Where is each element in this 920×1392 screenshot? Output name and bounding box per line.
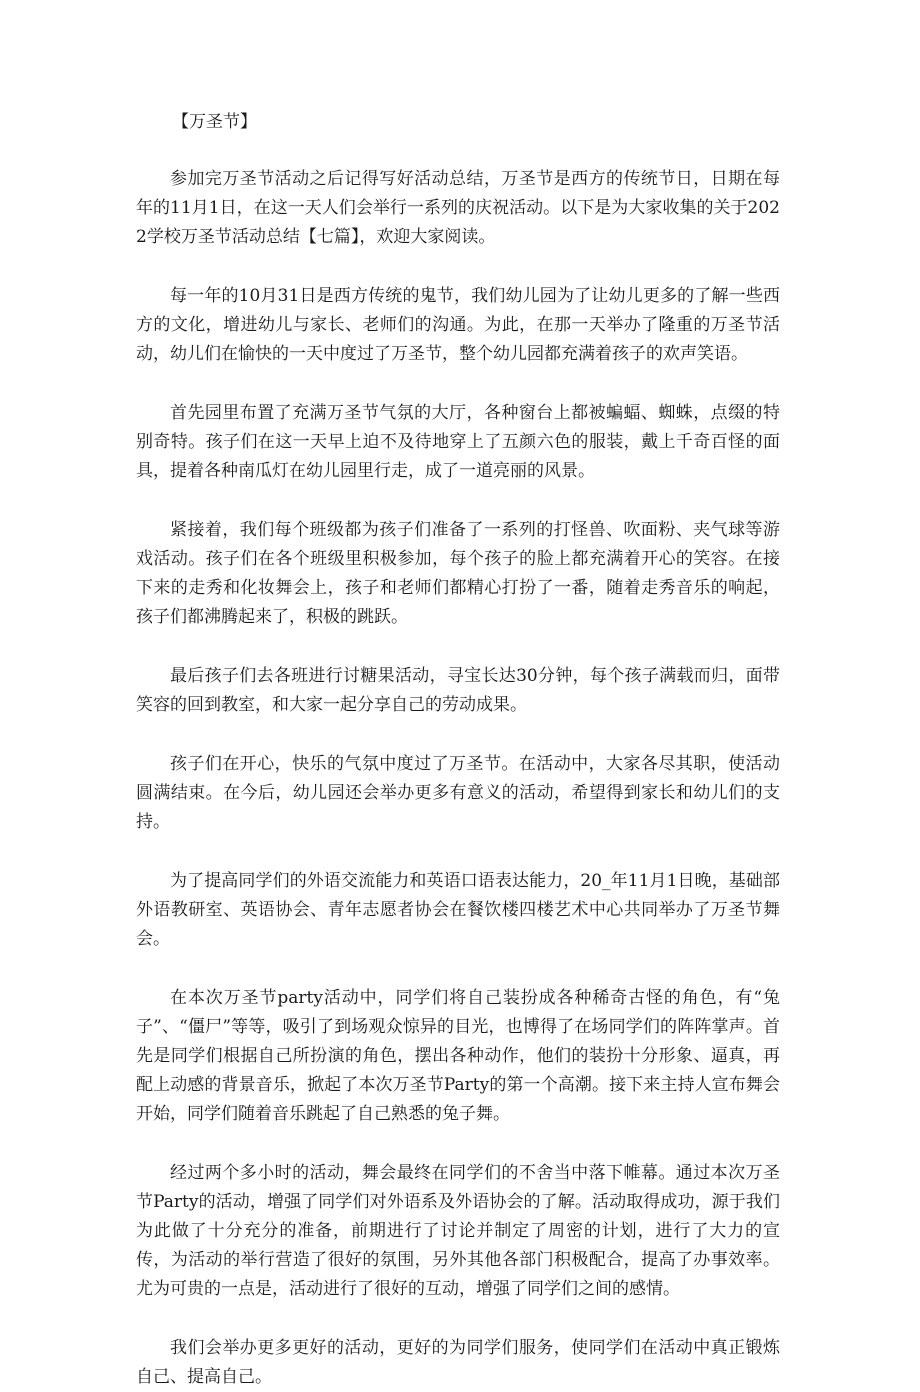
paragraph: 我们会举办更多更好的活动，更好的为同学们服务，使同学们在活动中真正锻炼自己、提高自己。 bbox=[136, 1338, 780, 1387]
paragraph: 紧接着，我们每个班级都为孩子们准备了一系列的打怪兽、吹面粉、夹气球等游戏活动。孩子们在各个班级里积极参加，每个孩子的脸上都充满着开心的笑容。在接下来的走秀和化妆舞会上，孩子和老师们都精心打扮了一番，随着走秀音乐的响起，孩子们都沸腾起来了，积极的跳跃。 bbox=[136, 520, 780, 627]
paragraph: 首先园里布置了充满万圣节气氛的大厅，各种窗台上都被蝙蝠、蜘蛛，点缀的特别奇特。孩子们在这一天早上迫不及待地穿上了五颜六色的服装，戴上千奇百怪的面具，提着各种南瓜灯在幼儿园里行走，成了一道亮丽的风景。 bbox=[136, 403, 780, 481]
paragraph: 每一年的10月31日是西方传统的鬼节，我们幼儿园为了让幼儿更多的了解一些西方的文化，增进幼儿与家长、老师们的沟通。为此，在那一天举办了隆重的万圣节活动，幼儿们在愉快的一天中度过了万圣节，整个幼儿园都充满着孩子的欢声笑语。 bbox=[136, 286, 780, 364]
paragraph-intro: 参加完万圣节活动之后记得写好活动总结，万圣节是西方的传统节日，日期在每年的11月1日，在这一天人们会举行一系列的庆祝活动。以下是为大家收集的关于2022学校万圣节活动总结【七篇】，欢迎大家阅读。 bbox=[136, 169, 780, 247]
paragraph: 在本次万圣节party活动中，同学们将自己装扮成各种稀奇古怪的角色，有“兔子”、“僵尸”等等，吸引了到场观众惊异的目光，也博得了在场同学们的阵阵掌声。首先是同学们根据自己所扮演的角色，摆出各种动作，他们的装扮十分形象、逼真，再配上动感的背景音乐，掀起了本次万圣节Party的第一个高潮。接下来主持人宣布舞会开始，同学们随着音乐跳起了自己熟悉的兔子舞。 bbox=[136, 988, 780, 1124]
paragraph: 孩子们在开心，快乐的气氛中度过了万圣节。在活动中，大家各尽其职，使活动圆满结束。在今后，幼儿园还会举办更多有意义的活动，希望得到家长和幼儿们的支持。 bbox=[136, 754, 780, 832]
document-title: 【万圣节】 bbox=[172, 112, 257, 132]
paragraph: 最后孩子们去各班进行讨糖果活动，寻宝长达30分钟，每个孩子满载而归，面带笑容的回到教室，和大家一起分享自己的劳动成果。 bbox=[136, 666, 780, 715]
paragraph: 为了提高同学们的外语交流能力和英语口语表达能力，20_年11月1日晚，基础部外语教研室、英语协会、青年志愿者协会在餐饮楼四楼艺术中心共同举办了万圣节舞会。 bbox=[136, 871, 780, 949]
paragraph: 经过两个多小时的活动，舞会最终在同学们的不舍当中落下帷幕。通过本次万圣节Party的活动，增强了同学们对外语系及外语协会的了解。活动取得成功，源于我们为此做了十分充分的准备，前期进行了讨论并制定了周密的计划，进行了大力的宣传，为活动的举行营造了很好的氛围，另外其他各部门积极配合，提高了办事效率。尤为可贵的一点是，活动进行了很好的互动，增强了同学们之间的感情。 bbox=[136, 1163, 780, 1299]
